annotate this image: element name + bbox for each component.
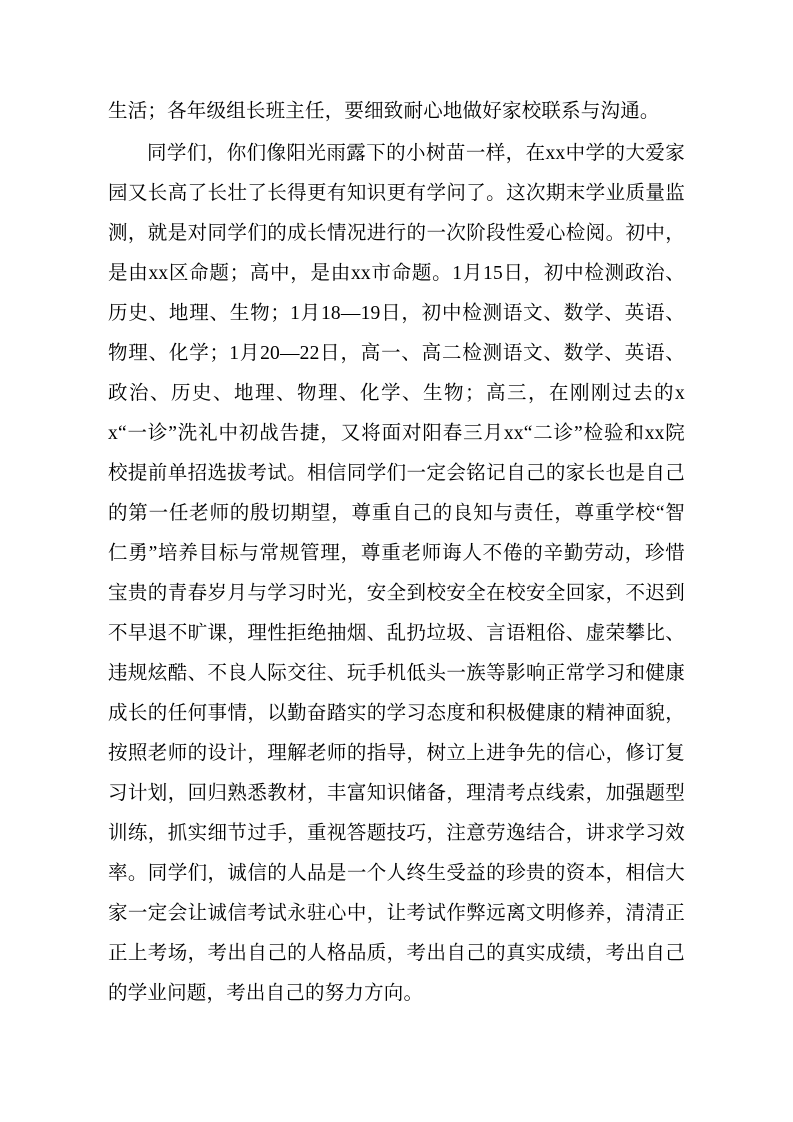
document-body <box>108 92 685 1014</box>
paragraph-main: 同学们，你们像阳光雨露下的小树苗一样，在xx中学的大爱家园又长高了长壮了长得更有知识更有学问了。这次期末学业质量监测，就是对同学们的成长情况进行的一次阶段性爱心检阅。初中，是由xx区命题；高中，是由xx市命题。1月15日，初中检测政治、历史、地理、生物；1月18—19日，初中检测语文、数学、英语、物理、化学；1月20—22日，高一、高二检测语文、数学、英语、政治、历史、地理、物理、化学、生物；高三，在刚刚过去的xx“一诊”洗礼中初战告捷，又将面对阳春三月xx“二诊”检验和xx院校提前单招选拔考试。相信同学们一定会铭记自己的家长也是自己的第一任老师的殷切期望，尊重自己的良知与责任，尊重学校“智仁勇”培养目标与常规管理，尊重老师诲人不倦的辛勤劳动，珍惜宝贵的青春岁月与学习时光，安全到校安全在校安全回家，不迟到不早退不旷课，理性拒绝抽烟、乱扔垃圾、言语粗俗、虚荣攀比、违规炫酷、不良人际交往、玩手机低头一族等影响正常学习和健康成长的任何事情，以勤奋踏实的学习态度和积极健康的精神面貌，按照老师的设计，理解老师的指导，树立上进争先的信心，修订复习计划，回归熟悉教材，丰富知识储备，理清考点线索，加强题型训练，抓实细节过手，重视答题技巧，注意劳逸结合，讲求学习效率。同学们，诚信的人品是一个人终生受益的珍贵的资本，相信大家一定会让诚信考试永驻心中，让考试作弊远离文明修养，清清正正上考场，考出自己的人格品质，考出自己的真实成绩，考出自己的学业问题，考出自己的努力方向。 <box>108 143 685 1004</box>
paragraph-continuation: 生活；各年级组长班主任，要细致耐心地做好家校联系与沟通。 <box>108 101 660 122</box>
